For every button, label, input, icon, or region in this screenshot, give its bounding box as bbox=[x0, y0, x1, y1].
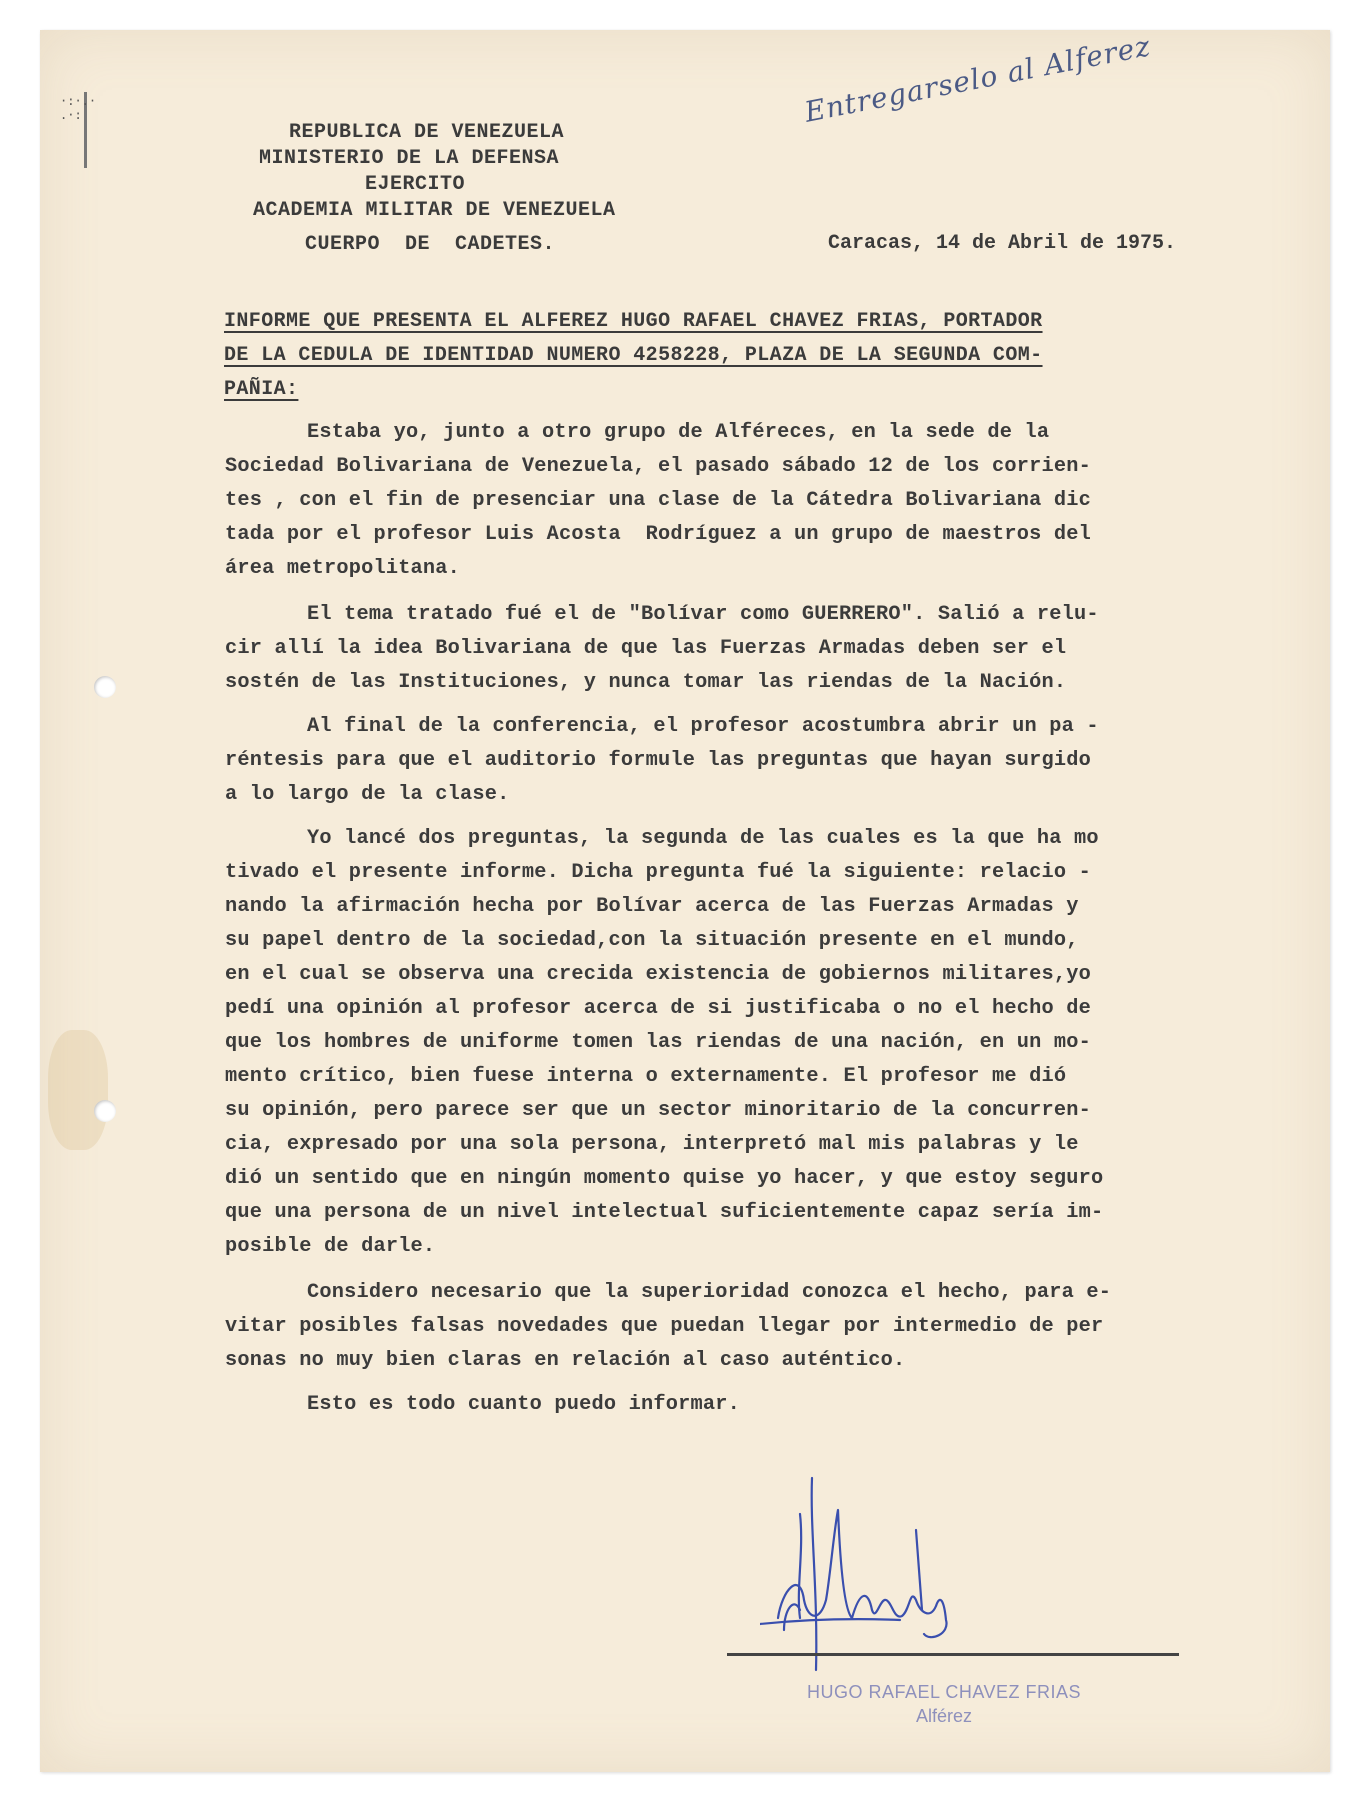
body-line: nando la afirmación hecha por Bolívar acerca de las Fuerzas Armadas y bbox=[225, 895, 1079, 918]
header-army: EJERCITO bbox=[365, 173, 466, 196]
body-line: Yo lancé dos preguntas, la segunda de las cuales es la que ha mo bbox=[307, 827, 1099, 850]
document-date: Caracas, 14 de Abril de 1975. bbox=[827, 232, 1176, 255]
body-line: posible de darle. bbox=[225, 1235, 436, 1258]
body-line: tes , con el fin de presenciar una clase de la Cátedra Bolivariana dic bbox=[225, 489, 1091, 512]
body-line: área metropolitana. bbox=[225, 557, 461, 580]
body-line: réntesis para que el auditorio formule las preguntas que hayan surgido bbox=[225, 749, 1091, 772]
report-title-line: INFORME QUE PRESENTA EL ALFEREZ HUGO RAFAEL CHAVEZ FRIAS, PORTADOR bbox=[224, 310, 1043, 333]
header-republic: REPUBLICA DE VENEZUELA bbox=[289, 121, 565, 144]
body-line: cir allí la idea Bolivariana de que las Fuerzas Armadas deben ser el bbox=[225, 637, 1067, 660]
handwritten-note: Entregarselo al Alferez bbox=[801, 29, 1154, 129]
body-line: a lo largo de la clase. bbox=[225, 783, 510, 806]
header-ministry: MINISTERIO DE LA DEFENSA bbox=[259, 147, 560, 170]
body-line: sostén de las Instituciones, y nunca tomar las riendas de la Nación. bbox=[225, 671, 1067, 694]
signatory-rank: Alférez bbox=[915, 1706, 973, 1726]
body-line: mento crítico, bien fuese interna o externamente. El profesor me dió bbox=[225, 1065, 1067, 1088]
body-line: Al final de la conferencia, el profesor acostumbra abrir un pa - bbox=[307, 715, 1099, 738]
body-line: vitar posibles falsas novedades que puedan llegar por intermedio de per bbox=[225, 1315, 1104, 1338]
body-line: que una persona de un nivel intelectual suficientemente capaz sería im- bbox=[225, 1201, 1104, 1224]
body-line: en el cual se observa una crecida existencia de gobiernos militares,yo bbox=[225, 963, 1091, 986]
body-line: El tema tratado fué el de "Bolívar como GUERRERO". Salió a relu- bbox=[307, 603, 1099, 626]
header-corps: CUERPO DE CADETES. bbox=[305, 233, 556, 256]
signature-line bbox=[727, 1653, 1179, 1656]
signature bbox=[760, 1470, 980, 1690]
punch-hole-bottom bbox=[94, 1100, 116, 1122]
paper-stain bbox=[48, 1030, 108, 1150]
punch-hole-top bbox=[94, 676, 116, 698]
body-line: su opinión, pero parece ser que un sector minoritario de la concurren- bbox=[225, 1099, 1091, 1122]
body-line: tada por el profesor Luis Acosta Rodríguez a un grupo de maestros del bbox=[225, 523, 1091, 546]
report-title-line: PAÑIA: bbox=[224, 378, 299, 401]
body-line: Considero necesario que la superioridad conozca el hecho, para e- bbox=[307, 1281, 1112, 1304]
report-title-line: DE LA CEDULA DE IDENTIDAD NUMERO 4258228, PLAZA DE LA SEGUNDA COM- bbox=[224, 344, 1043, 367]
body-line: Estaba yo, junto a otro grupo de Alféreces, en la sede de la bbox=[307, 421, 1050, 444]
body-line: sonas no muy bien claras en relación al caso auténtico. bbox=[225, 1349, 906, 1372]
header-academy: ACADEMIA MILITAR DE VENEZUELA bbox=[253, 199, 616, 222]
body-line: pedí una opinión al profesor acerca de si justificaba o no el hecho de bbox=[225, 997, 1091, 1020]
body-line: Esto es todo cuanto puedo informar. bbox=[307, 1393, 740, 1416]
signatory-name: HUGO RAFAEL CHAVEZ FRIAS bbox=[806, 1682, 1082, 1702]
body-line: su papel dentro de la sociedad,con la situación presente en el mundo, bbox=[225, 929, 1079, 952]
margin-dots: ·:·.· .·: bbox=[60, 94, 97, 122]
body-line: que los hombres de uniforme tomen las riendas de una nación, en un mo- bbox=[225, 1031, 1091, 1054]
body-line: cia, expresado por una sola persona, interpretó mal mis palabras y le bbox=[225, 1133, 1079, 1156]
body-line: Sociedad Bolivariana de Venezuela, el pasado sábado 12 de los corrien- bbox=[225, 455, 1091, 478]
body-line: dió un sentido que en ningún momento quise yo hacer, y que estoy seguro bbox=[225, 1167, 1104, 1190]
body-line: tivado el presente informe. Dicha pregunta fué la siguiente: relacio - bbox=[225, 861, 1091, 884]
